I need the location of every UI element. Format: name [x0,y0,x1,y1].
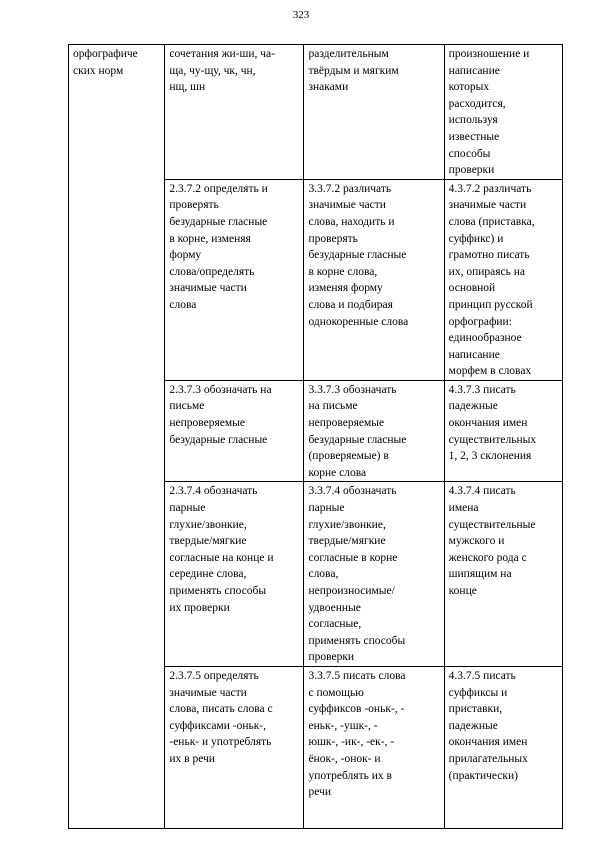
grade2-cell: сочетания жи-ши, ча- ща, чу-щу, чк, чн, нщ, шн [165,45,304,180]
grade2-cell: 2.3.7.5 определять значимые части слова, писать слова с суффиксами -оньк-, -еньк- и употреблять их в речи [165,666,304,828]
grade2-cell: 2.3.7.4 обозначать парные глухие/звонкие, твердые/мягкие согласные на конце и середине слова, применять способы их проверки [165,482,304,667]
grade3-cell: 3.3.7.4 обозначать парные глухие/звонкие, твердые/мягкие согласные в корне слова, непроизносимые/ удвоенные согласные, применять способы проверки [304,482,444,667]
grade4-cell: 4.3.7.2 различать значимые части слова (приставка, суффикс) и грамотно писать их, опираясь на основной принцип русской орфографии: единообразное написание морфем в словах [444,179,562,380]
grade2-cell: 2.3.7.2 определять и проверять безударные гласные в корне, изменяя форму слова/определять значимые части слова [165,179,304,380]
grade3-cell: разделительным твёрдым и мягким знаками [304,45,444,180]
grade3-cell: 3.3.7.3 обозначать на письме непроверяемые безударные гласные (проверяемые) в корне слова [304,380,444,482]
grade4-cell: 4.3.7.5 писать суффиксы и приставки, падежные окончания имен прилагательных (практически) [444,666,562,828]
grade4-cell: 4.3.7.3 писать падежные окончания имен существительных 1, 2, 3 склонения [444,380,562,482]
grade3-cell: 3.3.7.5 писать слова с помощью суффиксов -оньк-, - еньк-, -ушк-, - юшк-, -ик-, -ек-, - ёнок-, -онок- и употреблять их в речи [304,666,444,828]
area-label-cell: орфографиче ских норм [69,45,165,829]
grade2-cell: 2.3.7.3 обозначать на письме непроверяемые безударные гласные [165,380,304,482]
grade4-cell: произношение и написание которых расходится, используя известные способы проверки [444,45,562,180]
grade4-cell: 4.3.7.4 писать имена существительные мужского и женского рода с шипящим на конце [444,482,562,667]
page-number: 323 [292,9,310,21]
table-row [69,45,563,180]
grade3-cell: 3.3.7.2 различать значимые части слова, находить и проверять безударные гласные в корне слова, изменяя форму слова и подбирая однокоренные слова [304,179,444,380]
curriculum-table [68,44,563,829]
